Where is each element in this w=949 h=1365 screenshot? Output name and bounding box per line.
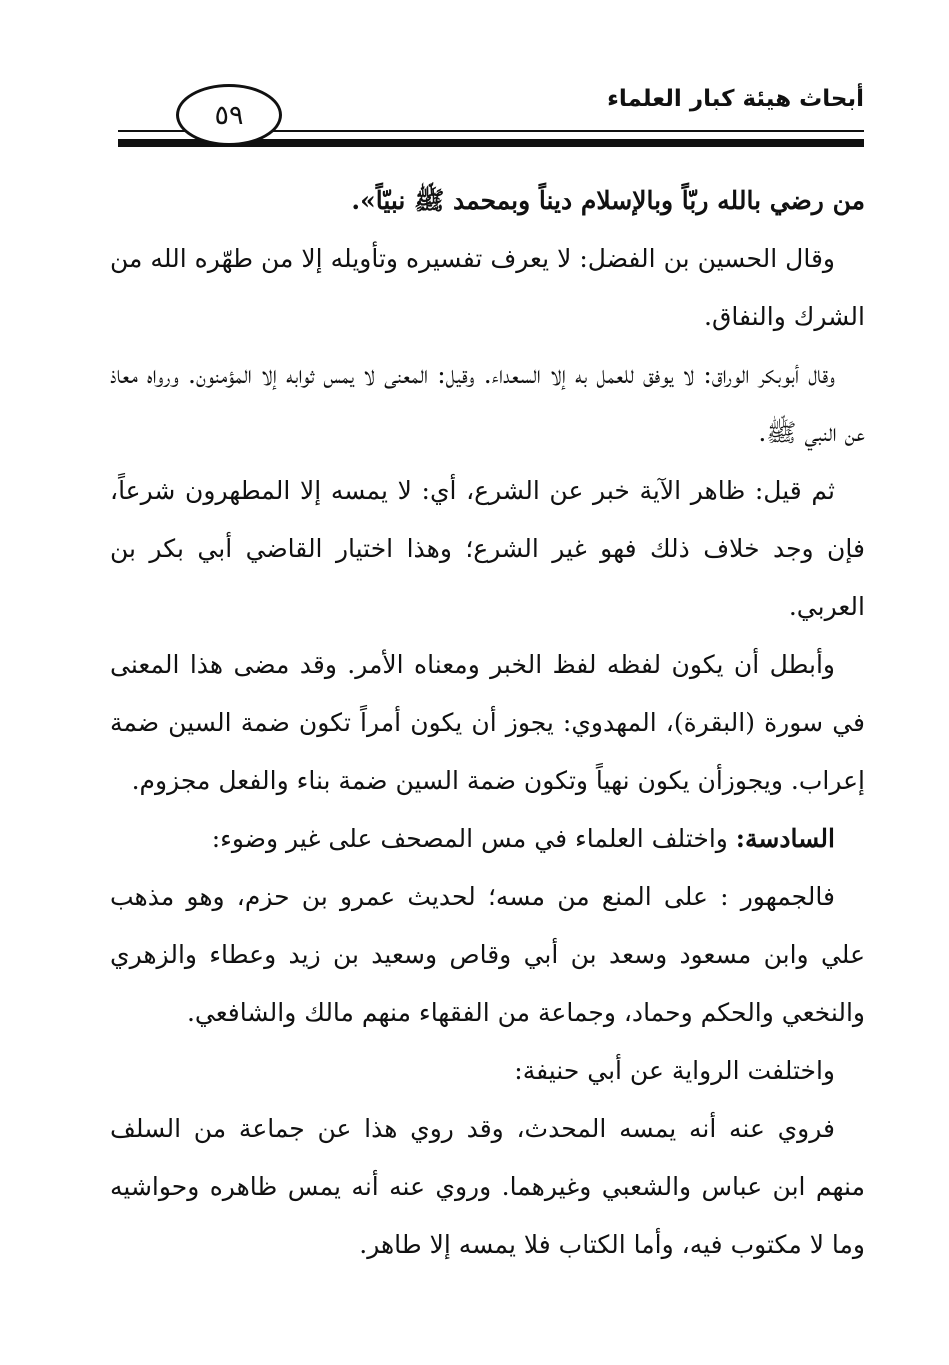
paragraph: من رضي بالله ربّاً وبالإسلام ديناً وبمحمد ﷺ نبيّاً». <box>351 186 865 215</box>
paragraph: واختلفت الرواية عن أبي حنيفة: <box>514 1056 835 1085</box>
paragraph: فروي عنه أنه يمسه المحدث، وقد روي هذا عن جماعة من السلف منهم ابن عباس والشعبي وغيرهما. وروي عنه أنه يمس ظاهره وحواشيه وما لا مكتوب فيه، وأما الكتاب فلا يمسه إلا طاهر. <box>110 1114 865 1259</box>
paragraph: وقال الحسين بن الفضل: لا يعرف تفسيره وتأويله إلا من طهّره الله من الشرك والنفاق. <box>110 244 865 331</box>
paragraph: وقال أبوبكر الوراق: لا يوفق للعمل به إلا السعداء. وقيل: المعنى لا يمس ثوابه إلا المؤمنون. ورواه معاذ عن النبي ﷺ. <box>110 360 865 447</box>
page-header <box>0 0 949 160</box>
body-text <box>110 172 865 1274</box>
section-sixth <box>110 810 865 868</box>
page-number: ٥٩ <box>176 84 282 146</box>
section-text: واختلف العلماء في مس المصحف على غير وضوء: <box>211 824 736 853</box>
running-title: أبحاث هيئة كبار العلماء <box>607 86 864 112</box>
paragraph: ثم قيل: ظاهر الآية خبر عن الشرع، أي: لا يمسه إلا المطهرون شرعاً، فإن وجد خلاف ذلك فهو غير الشرع؛ وهذا اختيار القاضي أبي بكر بن العربي. <box>110 476 865 621</box>
section-label: السادسة: <box>735 824 835 853</box>
paragraph: وأبطل أن يكون لفظه لفظ الخبر ومعناه الأمر. وقد مضى هذا المعنى في سورة (البقرة)، المهدوي: يجوز أن يكون أمراً تكون ضمة السين ضمة إعراب. ويجوزأن يكون نهياً وتكون ضمة السين ضمة بناء والفعل مجزوم. <box>110 650 865 795</box>
paragraph: فالجمهور : على المنع من مسه؛ لحديث عمرو بن حزم، وهو مذهب علي وابن مسعود وسعد بن أبي وقاص وسعيد بن زيد وعطاء والزهري والنخعي والحكم وحماد، وجماعة من الفقهاء منهم مالك والشافعي. <box>110 882 865 1027</box>
